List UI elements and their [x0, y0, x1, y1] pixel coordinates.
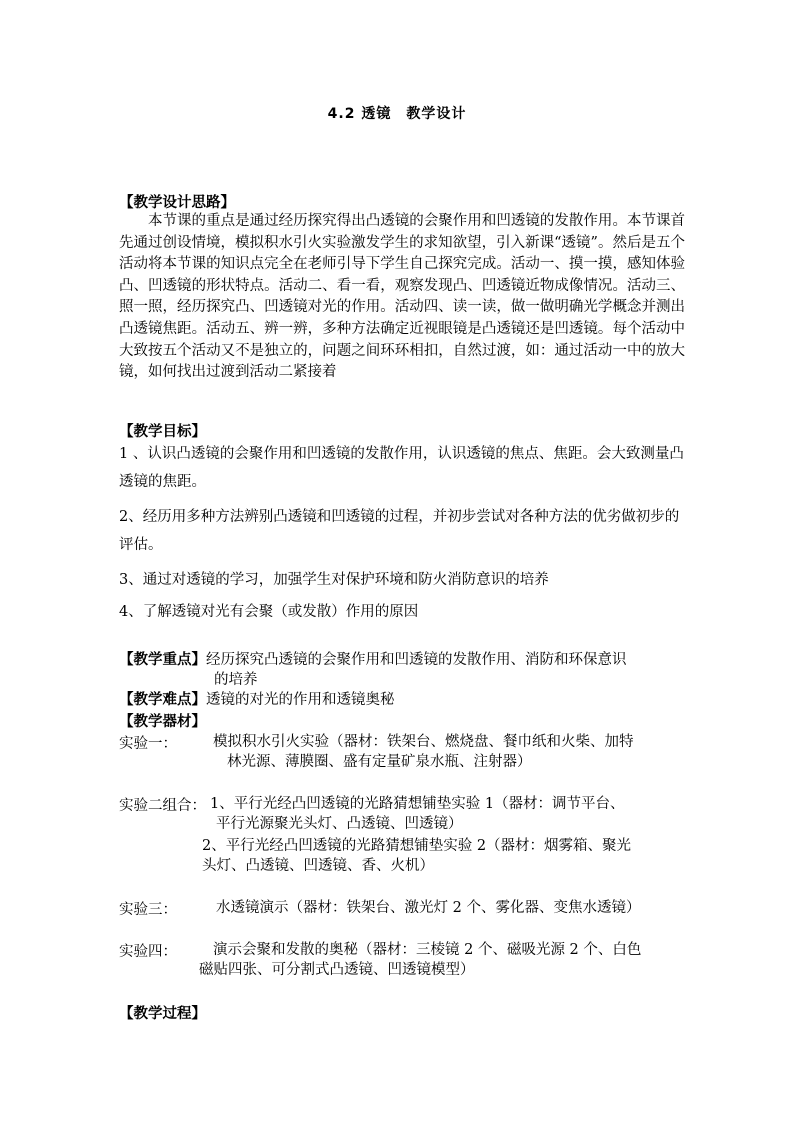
experiment-4-line-2: 磁贴四张、可分割式凸透镜、凹透镜模型） — [199, 962, 475, 978]
objective-item-4: 4、了解透镜对光有会聚（或发散）作用的原因 — [119, 604, 419, 620]
experiment-2-line-1: 1、平行光经凸凹透镜的光路猜想铺垫实验 1（器材：调节平台、 — [210, 796, 625, 812]
objectives-heading: 【教学目标】 — [119, 424, 206, 440]
experiment-2-line-3: 2、平行光经凸凹透镜的光路猜想铺垫实验 2（器材：烟雾箱、聚光 — [202, 838, 632, 854]
difficulty-row — [119, 690, 685, 710]
experiment-1-line-2: 林光源、薄膜圈、盛有定量矿泉水瓶、注射器） — [227, 754, 532, 770]
experiment-2-label: 实验二组合： — [119, 798, 206, 814]
difficulty-text: 透镜的对光的作用和透镜奥秘 — [206, 692, 395, 708]
equipment-heading: 【教学器材】 — [119, 714, 206, 730]
experiment-1-label: 实验一： — [119, 736, 177, 752]
key-point-text: 经历探究凸透镜的会聚作用和凹透镜的发散作用、消防和环保意识 — [206, 652, 627, 668]
key-point-label: 【教学重点】 — [119, 652, 206, 668]
key-point-row — [119, 650, 685, 670]
experiment-2-line-2: 平行光源聚光头灯、凸透镜、凹透镜） — [216, 816, 463, 832]
page-title: 4.2 透镜 教学设计 — [327, 106, 467, 122]
design-paragraph-text: 本节课的重点是通过经历探究得出凸透镜的会聚作用和凹透镜的发散作用。本节课首先通过创设情境，模拟积水引火实验激发学生的求知欲望，引入新课“透镜”。然后是五个活动将本节课的知识点完全在老师引导下学生自己探究完成。活动一、摸一摸，感知体验凸、凹透镜的形状特点。活动二、看一看，观察发现凸、凹透镜近物成像情况。活动三、照一照，经历探究凸、凹透镜对光的作用。活动四、读一读，做一做明确光学概念并测出凸透镜焦距。活动五、辨一辨，多种方法确定近视眼镜是凸透镜还是凹透镜。每个活动中大致按五个活动又不是独立的，问题之间环环相扣，自然过渡，如：通过活动一中的放大镜，如何找出过渡到活动二紧接着 — [119, 213, 685, 381]
objective-item-1: 1 、认识凸透镜的会聚作用和凹透镜的发散作用，认识透镜的焦点、焦距。会大致测量凸透镜的焦距。 — [119, 446, 684, 490]
difficulty-label: 【教学难点】 — [119, 692, 206, 708]
experiment-3-line-1: 水透镜演示（器材：铁架台、激光灯 2 个、雾化器、变焦水透镜） — [216, 900, 641, 916]
experiment-1-line-1: 模拟积水引火实验（器材：铁架台、燃烧盘、餐巾纸和火柴、加特 — [213, 734, 634, 750]
experiment-4-line-1: 演示会聚和发散的奥秘（器材：三棱镜 2 个、磁吸光源 2 个、白色 — [213, 942, 642, 958]
objective-item-3: 3、通过对透镜的学习，加强学生对保护环境和防火消防意识的培养 — [119, 572, 549, 588]
experiment-4-label: 实验四： — [119, 944, 177, 960]
process-heading: 【教学过程】 — [119, 1006, 206, 1022]
design-heading: 【教学设计思路】 — [119, 195, 235, 211]
key-point-continuation: 的培养 — [214, 672, 258, 688]
design-paragraph — [119, 211, 685, 384]
objective-item-2: 2、经历用多种方法辨别凸透镜和凹透镜的过程，并初步尝试对各种方法的优劣做初步的评估。 — [119, 509, 680, 553]
experiment-2-line-4: 头灯、凸透镜、凹透镜、香、火机） — [202, 858, 434, 874]
experiment-3-label: 实验三： — [119, 902, 177, 918]
